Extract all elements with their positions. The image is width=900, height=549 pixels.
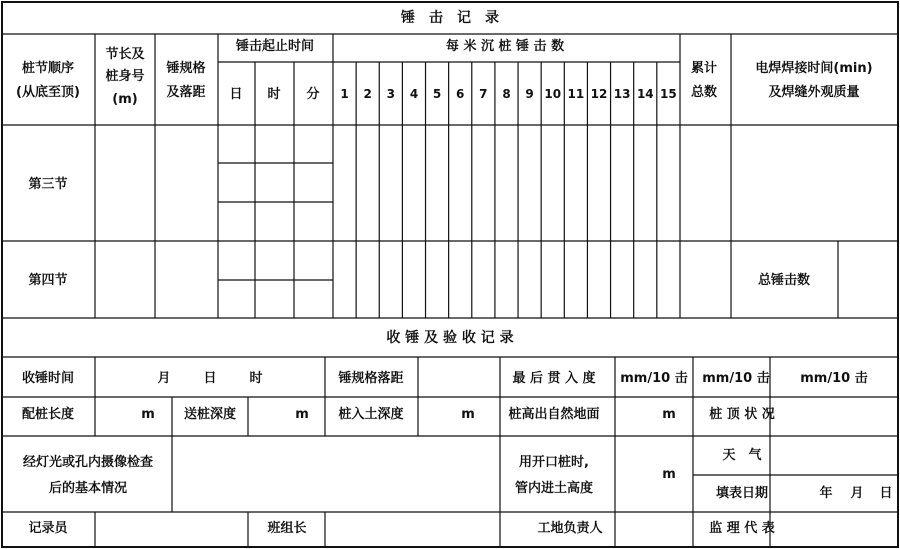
time-hour-label: 时	[267, 87, 281, 102]
form-title: 锤 击 记 录	[401, 10, 499, 26]
above-ground-label: 桩高出自然地面	[508, 407, 600, 422]
send-depth-label: 送桩深度	[183, 407, 237, 422]
unit-m-5: m	[662, 467, 676, 482]
month-label: 月	[157, 371, 171, 386]
blow-col-9: 9	[525, 87, 534, 101]
blows-group-label: 每 米 沉 桩 锤 击 数	[445, 39, 565, 54]
blow-col-11: 11	[567, 87, 585, 101]
time-day-label: 日	[229, 87, 243, 102]
hour-label: 时	[249, 371, 263, 386]
weather-label: 天 气	[722, 448, 762, 463]
fill-month-label: 月	[850, 486, 864, 501]
section-len-label-2: 桩身号	[105, 69, 145, 84]
team-leader-label: 班组长	[267, 521, 307, 536]
fill-day-label: 日	[879, 486, 893, 501]
section-len-label-3: (m)	[112, 92, 138, 107]
embed-depth-label: 桩入土深度	[338, 407, 404, 422]
open-pile-label-2: 管内进土高度	[514, 481, 594, 496]
unit-m-1: m	[141, 407, 155, 422]
acceptance-title: 收 锤 及 验 收 记 录	[386, 330, 514, 346]
day-label: 日	[203, 371, 217, 386]
set-unit-2: mm/10 击	[702, 371, 770, 386]
blow-col-6: 6	[456, 87, 465, 101]
open-pile-label-1: 用开口桩时,	[519, 455, 589, 470]
unit-m-4: m	[662, 407, 676, 422]
hammer-spec-label-1: 锤规格	[166, 61, 206, 76]
pile-order-label-2: (从底至顶)	[16, 85, 80, 100]
cumulative-label-1: 累计	[690, 61, 718, 76]
top-state-label: 桩 顶 状 况	[709, 407, 775, 422]
blow-col-7: 7	[479, 87, 488, 101]
supervisor-label: 监 理 代 表	[709, 521, 775, 536]
inspection-label-2: 后的基本情况	[48, 481, 128, 496]
hammer-spec-drop-label: 锤规格落距	[338, 371, 404, 386]
blow-col-10: 10	[544, 87, 562, 101]
blow-col-8: 8	[502, 87, 511, 101]
weld-label-1: 电焊焊接时间(min)	[755, 61, 873, 76]
inspection-label-1: 经灯光或孔内摄像检查	[22, 455, 154, 470]
pile-order-label-1: 桩节顺序	[21, 61, 75, 76]
time-min-label: 分	[306, 87, 320, 102]
unit-m-3: m	[461, 407, 475, 422]
final-set-label: 最 后 贯 入 度	[512, 371, 596, 386]
blow-col-15: 15	[660, 87, 677, 101]
row-fourth-label: 第四节	[28, 273, 68, 288]
blow-col-12: 12	[590, 87, 608, 101]
section-len-label-1: 节长及	[105, 47, 145, 62]
total-blows-label: 总锤击数	[757, 273, 811, 288]
blow-col-3: 3	[386, 87, 395, 101]
set-unit-1: mm/10 击	[620, 371, 688, 386]
year-label: 年	[819, 486, 833, 501]
time-group-label: 锤击起止时间	[235, 39, 315, 54]
hammer-spec-label-2: 及落距	[166, 85, 206, 100]
recorder-label: 记录员	[28, 521, 68, 536]
fill-date-label: 填表日期	[715, 486, 769, 501]
set-unit-3: mm/10 击	[800, 371, 868, 386]
blow-col-13: 13	[613, 87, 631, 101]
site-manager-label: 工地负责人	[537, 521, 603, 536]
blow-count-columns	[340, 87, 676, 101]
pile-length-label: 配桩长度	[21, 407, 75, 422]
weld-label-2: 及焊缝外观质量	[768, 85, 860, 100]
blow-col-1: 1	[340, 87, 349, 101]
blow-col-4: 4	[409, 87, 419, 101]
blow-col-14: 14	[636, 87, 654, 101]
cumulative-label-2: 总数	[690, 85, 718, 100]
blow-col-2: 2	[363, 87, 372, 101]
row-third-label: 第三节	[28, 177, 68, 192]
blow-col-5: 5	[432, 87, 442, 101]
unit-m-2: m	[295, 407, 309, 422]
hammer-time-label: 收锤时间	[21, 371, 75, 386]
